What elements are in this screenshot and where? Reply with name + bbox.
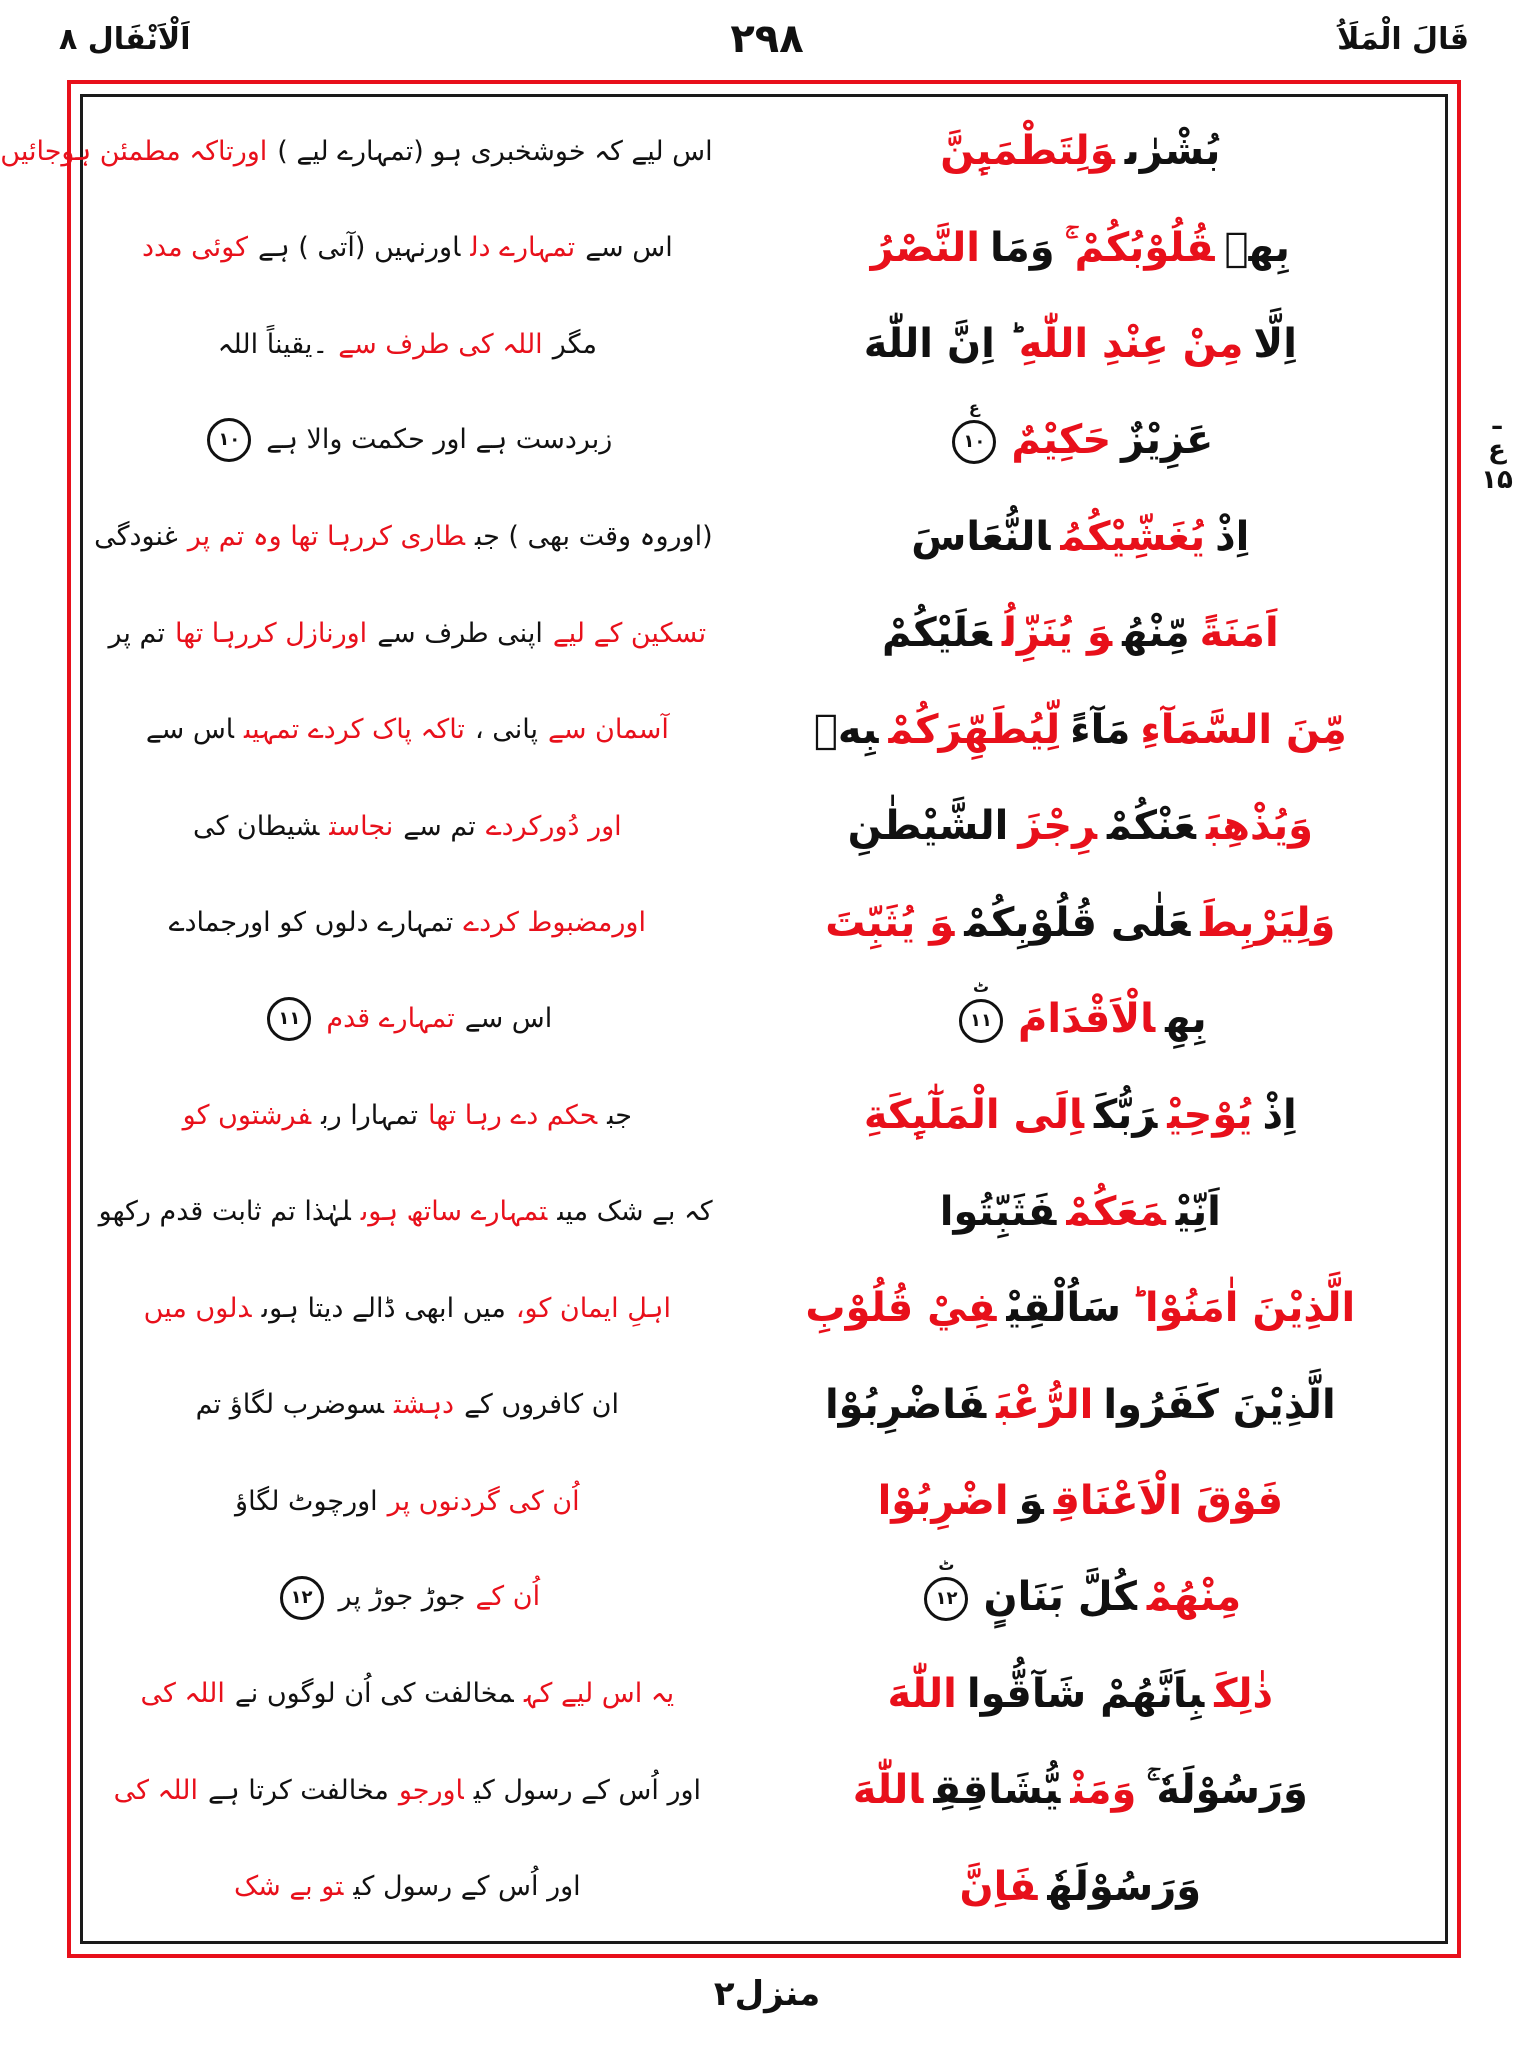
arabic-segment: وَلِتَطْمَىِٕنَّ bbox=[941, 128, 1116, 175]
arabic-segment: عَنْكُمْ bbox=[1107, 803, 1197, 850]
arabic-segment: بُشْرٰى bbox=[1125, 128, 1222, 175]
arabic-segment: اضْرِبُوْا bbox=[878, 1478, 1010, 1525]
urdu-segment: زبردست ہے اور حکمت والا ہے bbox=[267, 423, 614, 455]
verse-end-circle bbox=[268, 997, 312, 1041]
urdu-segment: میں ابھی ڈالے دیتا ہوں bbox=[262, 1292, 507, 1324]
urdu-segment: اپنی طرف سے bbox=[378, 617, 544, 649]
ayah-row bbox=[92, 1356, 1438, 1452]
ruku-marker-glyph: ـ bbox=[1493, 406, 1503, 436]
ruku-marker-glyph: ۱۵ bbox=[1482, 464, 1514, 495]
verse-end-circle bbox=[960, 976, 1004, 1043]
urdu-segment: حکم دے رہا تھا bbox=[428, 1099, 599, 1131]
urdu-segment: اُن کی گردنوں پر bbox=[388, 1485, 581, 1517]
arabic-segment: وَلِيَرْبِطَ bbox=[1201, 899, 1337, 946]
arabic-segment: مَآءً bbox=[1071, 706, 1132, 753]
urdu-segment: اورمضبوط کردے bbox=[464, 907, 647, 939]
arabic-segment: يُوْحِيْ bbox=[1168, 1092, 1254, 1139]
arabic-segment: مِنْهُمْ bbox=[1147, 1574, 1243, 1621]
urdu-segment: تم پر bbox=[109, 617, 167, 649]
arabic-segment: بِهٖ bbox=[814, 706, 880, 753]
urdu-line bbox=[92, 1775, 725, 1806]
urdu-segment: مخالفت کی اُن لوگوں نے bbox=[235, 1678, 515, 1710]
urdu-line bbox=[92, 997, 725, 1041]
arabic-segment: فِيْ قُلُوْبِ bbox=[806, 1285, 998, 1332]
inner-black-frame bbox=[1, 94, 1449, 1944]
page-header bbox=[0, 14, 1536, 74]
arabic-segment: وَ bbox=[1019, 1478, 1045, 1525]
urdu-segment: تاکہ پاک کردے تمہیں bbox=[245, 714, 466, 746]
urdu-line bbox=[92, 1871, 725, 1902]
arabic-segment: الْاَقْدَامَ bbox=[1019, 995, 1157, 1042]
urdu-segment: پانی ، bbox=[475, 714, 539, 746]
arabic-segment: اَنِّيْ bbox=[1176, 1188, 1222, 1235]
arabic-segment: يُغَشِّيْكُمُ bbox=[1061, 513, 1207, 560]
urdu-segment: جب bbox=[608, 1099, 633, 1131]
arabic-segment: مَعَكُمْ bbox=[1067, 1188, 1167, 1235]
urdu-segment: تم سے bbox=[404, 810, 477, 842]
arabic-line bbox=[725, 610, 1438, 656]
ayah-row bbox=[1, 103, 1438, 199]
arabic-segment: عَلَيْكُمْ bbox=[882, 610, 993, 657]
verse-number: ۱۲ bbox=[291, 1586, 314, 1608]
header-surah-name: اَلْاَنْفَال ۸ bbox=[60, 22, 192, 57]
ayah-rows-container bbox=[1, 103, 1438, 1935]
arabic-segment: اللّٰهَ bbox=[888, 1670, 958, 1717]
urdu-line bbox=[92, 714, 725, 745]
urdu-segment: اُن کے bbox=[476, 1581, 542, 1613]
arabic-line bbox=[725, 397, 1438, 464]
arabic-line bbox=[725, 1671, 1438, 1717]
urdu-line bbox=[92, 1196, 725, 1227]
urdu-segment: مخالفت کرتا ہے bbox=[209, 1774, 390, 1806]
urdu-line bbox=[1, 135, 725, 167]
urdu-segment: تمہارے ساتھ ہوں bbox=[361, 1196, 549, 1228]
ayah-row bbox=[92, 1742, 1438, 1838]
urdu-segment: اس سے bbox=[146, 714, 236, 746]
ayah-row bbox=[92, 1260, 1438, 1356]
arabic-segment: ؕ اِنَّ اللّٰهَ bbox=[864, 321, 1010, 368]
ayah-row bbox=[92, 971, 1438, 1067]
arabic-line bbox=[725, 128, 1438, 174]
verse-end-circle bbox=[925, 1555, 969, 1621]
urdu-segment: سوضرب لگاؤ تم bbox=[196, 1389, 385, 1421]
arabic-segment: فَوْقَ الْاَعْنَاقِ bbox=[1054, 1478, 1285, 1525]
arabic-segment: اِذْ bbox=[1263, 1092, 1298, 1139]
urdu-segment: تمہارے دل bbox=[471, 232, 577, 264]
arabic-line bbox=[725, 707, 1438, 753]
arabic-segment: بِاَنَّهُمْ شَآقُّوا bbox=[967, 1670, 1206, 1717]
urdu-segment: یہ اس لیے کہ bbox=[524, 1678, 676, 1710]
urdu-segment: ان کافروں کے bbox=[465, 1389, 620, 1421]
verse-number: ۱۰ bbox=[219, 429, 242, 451]
ayah-row bbox=[92, 682, 1438, 778]
urdu-segment: اورنہیں (آتی ) ہے bbox=[259, 232, 462, 264]
waqf-mark: ٹ bbox=[939, 1555, 956, 1575]
ayah-row bbox=[92, 392, 1438, 488]
ayah-row bbox=[92, 1067, 1438, 1163]
arabic-line bbox=[725, 900, 1438, 946]
urdu-line bbox=[92, 1486, 725, 1517]
arabic-segment: وَرَسُوْلَهٗ ۚ bbox=[1147, 1767, 1309, 1814]
arabic-segment: مِّنَ السَّمَآءِ bbox=[1141, 706, 1348, 753]
ayah-row bbox=[92, 1549, 1438, 1645]
urdu-segment: شیطان کی bbox=[193, 810, 321, 842]
urdu-segment: اورتاکہ مطمئن ہوجائیں bbox=[1, 135, 269, 167]
arabic-line bbox=[725, 1864, 1438, 1910]
urdu-segment: کہ بے شک میں bbox=[558, 1196, 714, 1228]
arabic-line bbox=[725, 225, 1438, 271]
urdu-line bbox=[92, 1576, 725, 1620]
ayah-row bbox=[92, 778, 1438, 874]
waqf-mark: ع bbox=[969, 397, 981, 417]
arabic-line bbox=[725, 976, 1438, 1043]
ayah-row bbox=[92, 1646, 1438, 1742]
ayah-row bbox=[92, 199, 1438, 295]
urdu-segment: اورجو bbox=[399, 1774, 465, 1806]
arabic-segment: الَّذِيْنَ اٰمَنُوْا ؕ bbox=[1131, 1285, 1357, 1332]
urdu-segment: تو بے شک bbox=[234, 1871, 345, 1903]
urdu-line bbox=[92, 1678, 725, 1709]
ayah-row bbox=[92, 874, 1438, 970]
footer-manzil: منزل۲ bbox=[714, 1974, 822, 2014]
urdu-line bbox=[92, 232, 725, 263]
arabic-segment: وَيُذْهِبَ bbox=[1206, 803, 1314, 850]
arabic-segment: فَثَبِّتُوا bbox=[940, 1188, 1058, 1235]
ayah-row bbox=[92, 585, 1438, 681]
verse-number: ۱۱ bbox=[279, 1008, 302, 1029]
ayah-row bbox=[92, 489, 1438, 585]
urdu-segment: دلوں میں bbox=[144, 1292, 253, 1324]
urdu-line bbox=[92, 811, 725, 842]
arabic-segment: عَلٰى قُلُوْبِكُمْ bbox=[965, 899, 1192, 946]
verse-end-circle bbox=[208, 418, 252, 462]
verse-number: ۱۰ bbox=[964, 430, 987, 452]
arabic-segment: مِنْ عِنْدِ اللّٰهِ bbox=[1019, 321, 1245, 368]
arabic-segment: وَرَسُوْلَهٗ bbox=[1048, 1863, 1203, 1910]
arabic-segment: عَزِيْزٌ bbox=[1122, 416, 1215, 463]
arabic-segment: مِّنْهُ bbox=[1123, 610, 1191, 657]
arabic-segment: النُّعَاسَ bbox=[912, 513, 1052, 560]
urdu-segment: اس سے bbox=[586, 232, 674, 264]
urdu-segment: (اوروہ وقت بھی ) جب bbox=[476, 521, 714, 553]
urdu-segment: اہلِ ایمان کو، bbox=[516, 1292, 672, 1324]
arabic-segment: كُلَّ بَنَانٍ bbox=[984, 1574, 1138, 1621]
ayah-row bbox=[92, 1839, 1438, 1935]
arabic-segment: بِهٖ bbox=[1225, 224, 1291, 271]
verse-end-circle bbox=[281, 1576, 325, 1620]
urdu-segment: ۔یقیناً اللہ bbox=[218, 328, 330, 360]
urdu-line bbox=[92, 1100, 725, 1131]
urdu-segment: اللہ کی bbox=[141, 1678, 226, 1710]
arabic-segment: يُّشَاقِقِ bbox=[934, 1767, 1062, 1814]
arabic-segment: رِجْزَ bbox=[1019, 803, 1098, 850]
arabic-segment: لِّيُطَهِّرَكُمْ bbox=[889, 706, 1062, 753]
verse-end-circle bbox=[953, 397, 997, 464]
arabic-line bbox=[725, 1092, 1438, 1138]
arabic-line bbox=[725, 514, 1438, 560]
arabic-line bbox=[725, 321, 1438, 367]
arabic-segment: وَ يُنَزِّلُ bbox=[1002, 610, 1114, 657]
urdu-line bbox=[92, 521, 725, 552]
urdu-segment: مگر bbox=[553, 328, 598, 360]
arabic-segment: الرُّعْبَ bbox=[997, 1381, 1095, 1428]
urdu-segment: اللہ کی طرف سے bbox=[339, 328, 544, 360]
urdu-line bbox=[92, 1293, 725, 1324]
arabic-segment: وَمَا bbox=[991, 224, 1056, 271]
arabic-segment: اِلَّا bbox=[1254, 321, 1298, 368]
arabic-segment: رَبُّكَ bbox=[1095, 1092, 1159, 1139]
outer-red-frame bbox=[1, 80, 1462, 1958]
urdu-segment: فرشتوں کو bbox=[183, 1099, 313, 1131]
urdu-line bbox=[92, 1389, 725, 1420]
urdu-segment: تمہارا رب bbox=[322, 1099, 419, 1131]
arabic-segment: الشَّيْطٰنِ bbox=[848, 803, 1010, 850]
arabic-segment: وَ يُثَبِّتَ bbox=[826, 899, 956, 946]
arabic-segment: سَاُلْقِيْ bbox=[1007, 1285, 1122, 1332]
waqf-mark: ٹ bbox=[973, 976, 991, 996]
verse-number: ۱۱ bbox=[971, 1009, 994, 1031]
arabic-segment: اِذْ bbox=[1216, 513, 1251, 560]
urdu-segment: جوڑ جوڑ پر bbox=[339, 1581, 467, 1613]
page-number: ۲۹۸ bbox=[731, 16, 805, 62]
urdu-segment: تمہارے قدم bbox=[327, 1002, 456, 1034]
arabic-segment: الَّذِيْنَ كَفَرُوا bbox=[1104, 1381, 1337, 1428]
arabic-segment: فَاِنَّ bbox=[960, 1863, 1039, 1910]
ruku-margin-marker bbox=[1474, 408, 1522, 494]
arabic-segment: فَاضْرِبُوْا bbox=[825, 1381, 988, 1428]
urdu-segment: نجاست bbox=[330, 810, 395, 842]
arabic-line bbox=[725, 1189, 1438, 1235]
urdu-segment: طاری کررہا تھا وہ تم پر bbox=[188, 521, 467, 553]
urdu-segment: آسمان سے bbox=[549, 714, 670, 746]
arabic-line bbox=[725, 1285, 1438, 1331]
ayah-row bbox=[92, 1453, 1438, 1549]
urdu-segment: لہٰذا تم ثابت قدم رکھو bbox=[99, 1196, 352, 1228]
header-juz-name: قَالَ الْمَلَاُ bbox=[1338, 22, 1470, 57]
urdu-line bbox=[92, 329, 725, 360]
urdu-segment: دہشت bbox=[394, 1389, 456, 1421]
urdu-line bbox=[92, 907, 725, 938]
urdu-segment: کوئی مدد bbox=[142, 232, 249, 264]
arabic-segment: اللّٰهَ bbox=[853, 1767, 925, 1814]
arabic-segment: النَّصْرُ bbox=[871, 224, 982, 271]
arabic-segment: ذٰلِكَ bbox=[1215, 1670, 1275, 1717]
urdu-segment: اس سے bbox=[465, 1002, 554, 1034]
ayah-row bbox=[92, 1164, 1438, 1260]
arabic-segment: بِهِ bbox=[1166, 995, 1208, 1042]
urdu-segment: غنودگی bbox=[95, 521, 179, 553]
arabic-line bbox=[725, 1767, 1438, 1813]
urdu-segment: اورچوٹ لگاؤ bbox=[236, 1485, 379, 1517]
urdu-segment: اور اُس کے رسول کی bbox=[354, 1871, 582, 1903]
urdu-segment: اس لیے کہ خوشخبری ہو (تمہارے لیے ) bbox=[278, 135, 714, 167]
arabic-segment: وَمَنْ bbox=[1071, 1767, 1138, 1814]
verse-number: ۱۲ bbox=[936, 1588, 959, 1610]
urdu-line bbox=[92, 618, 725, 649]
urdu-segment: تسکین کے لیے bbox=[553, 617, 708, 649]
urdu-line bbox=[92, 418, 725, 462]
arabic-segment: اِلَى الْمَلٰٓىِٕكَةِ bbox=[864, 1092, 1086, 1139]
arabic-line bbox=[725, 1382, 1438, 1428]
arabic-segment: حَكِيْمٌ bbox=[1012, 416, 1113, 463]
arabic-segment: قُلُوْبُكُمْ ۚ bbox=[1065, 224, 1216, 271]
ruku-marker-glyph: ع bbox=[1489, 435, 1507, 466]
arabic-line bbox=[725, 1478, 1438, 1524]
urdu-segment: اور دُورکردے bbox=[486, 810, 623, 842]
arabic-line bbox=[725, 803, 1438, 849]
urdu-segment: تمہارے دلوں کو اورجمادے bbox=[169, 907, 455, 939]
urdu-segment: اور اُس کے رسول کی bbox=[474, 1774, 703, 1806]
arabic-line bbox=[725, 1555, 1438, 1621]
urdu-segment: اللہ کی bbox=[114, 1774, 199, 1806]
arabic-segment: اَمَنَةً bbox=[1200, 610, 1280, 657]
urdu-segment: اورنازل کررہا تھا bbox=[176, 617, 369, 649]
ayah-row bbox=[92, 296, 1438, 392]
